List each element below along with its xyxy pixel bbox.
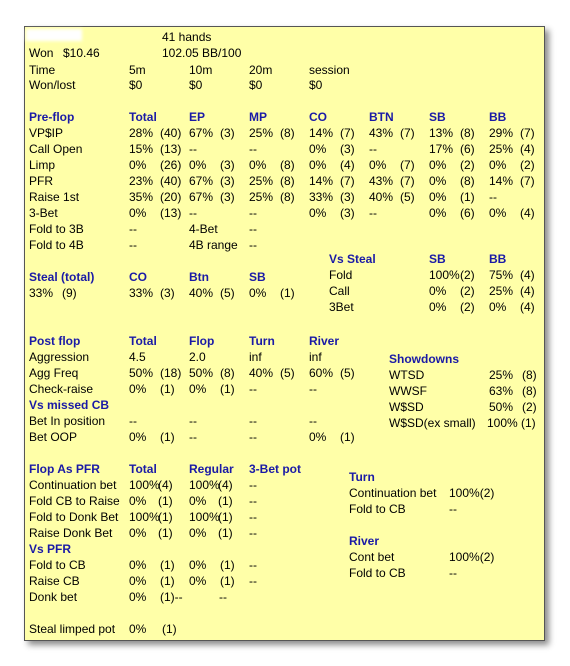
bet-oop-cell-value: -- (249, 430, 257, 444)
preflop-cell-count: (8) (280, 174, 295, 188)
preflop-cell-count: (8) (280, 190, 295, 204)
preflop-row-label: VP$IP (29, 126, 64, 140)
postflop-header-3: River (309, 334, 340, 348)
aggression-value: 2.0 (189, 350, 206, 364)
vs-steal-row-label: 3Bet (329, 300, 354, 314)
preflop-cell-count: (7) (400, 158, 415, 172)
preflop-cell-value: 40% (369, 190, 394, 204)
preflop-cell-value: 13% (429, 126, 454, 140)
aggression-value: inf (249, 350, 262, 364)
preflop-cell-value: -- (249, 142, 257, 156)
check-raise-cell-count: (1) (160, 382, 175, 396)
steal-cell-value: 40% (189, 286, 214, 300)
vs-steal-header-bb: BB (489, 252, 507, 266)
preflop-cell-count: (7) (520, 174, 535, 188)
four-bet-range-value: -- (249, 238, 257, 252)
postflop-title: Post flop (29, 334, 81, 348)
preflop-cell-count: (8) (280, 158, 295, 172)
steal-header-btn: Btn (189, 270, 209, 284)
showdown-count: (1) (521, 416, 536, 430)
agg-freq-cell-count: (5) (340, 366, 355, 380)
player-name-redacted (26, 29, 82, 41)
vs-pfr-cell-value: 0% (129, 558, 147, 572)
preflop-cell-count: (8) (280, 126, 295, 140)
preflop-row-label: Raise 1st (29, 190, 80, 204)
four-bet-value: -- (249, 222, 257, 236)
preflop-cell-value: 25% (249, 174, 274, 188)
turn-row-label: Continuation bet (349, 486, 437, 500)
preflop-row-label: Call Open (29, 142, 83, 156)
preflop-cell-count: (20) (160, 190, 182, 204)
time-col-1: 10m (189, 63, 213, 77)
preflop-cell-count: (7) (400, 174, 415, 188)
vs-pfr-cell-count: (1) (160, 558, 175, 572)
postflop-header-1: Flop (189, 334, 215, 348)
flop-as-pfr-value: -- (249, 526, 257, 540)
showdown-count: (8) (522, 384, 537, 398)
vs-pfr-row-label: Fold to CB (29, 558, 86, 572)
preflop-cell-count: (6) (460, 206, 475, 220)
vs-steal-bb-value: 0% (489, 300, 507, 314)
wonlost-col-1: $0 (189, 78, 203, 92)
preflop-cell-value: 0% (309, 158, 327, 172)
flop-as-pfr-value: -- (249, 510, 257, 524)
vs-steal-row-label: Fold (329, 268, 353, 282)
steal-cell-value: 33% (129, 286, 154, 300)
preflop-cell-count: (8) (460, 174, 475, 188)
agg-freq-cell-value: 50% (189, 366, 214, 380)
steal-cell-count: (1) (280, 286, 295, 300)
preflop-header-1: EP (189, 110, 206, 124)
steal-limped-pot-value: 0% (129, 622, 147, 636)
flop-as-pfr-count: (1) (218, 494, 233, 508)
preflop-cell-value: -- (249, 206, 257, 220)
aggression-value: 4.5 (129, 350, 146, 364)
four-bet-range-label: 4B range (189, 238, 238, 252)
preflop-cell-value: 14% (309, 174, 334, 188)
showdown-label: W$SD (389, 400, 424, 414)
preflop-cell-value: 67% (189, 126, 214, 140)
showdown-label: W$SD(ex small) (389, 416, 476, 430)
river-row-value: 100%(2) (449, 550, 495, 564)
showdown-value: 100% (487, 416, 518, 430)
steal-header-sb: SB (249, 270, 266, 284)
wonlost-col-2: $0 (249, 78, 263, 92)
bet-oop-cell-value: -- (189, 430, 197, 444)
steal-total-value: 33% (29, 286, 54, 300)
turn-title: Turn (349, 470, 375, 484)
preflop-cell-value: 25% (489, 142, 514, 156)
preflop-cell-count: (4) (520, 142, 535, 156)
showdown-count: (8) (522, 368, 537, 382)
won-amount: $10.46 (63, 46, 100, 60)
vs-pfr-cell-value: -- (249, 558, 257, 572)
bet-oop-cell-value: 0% (309, 430, 327, 444)
steal-header-co: CO (129, 270, 147, 284)
time-col-0: 5m (129, 63, 146, 77)
agg-freq-cell-count: (5) (280, 366, 295, 380)
showdown-label: WTSD (389, 368, 425, 382)
vs-missed-cb-title: Vs missed CB (29, 398, 110, 412)
steal-cell-count: (5) (220, 286, 235, 300)
vs-steal-bb-count: (4) (520, 284, 535, 298)
flop-as-pfr-value: 100% (129, 478, 160, 492)
steal-total-count: (9) (62, 286, 77, 300)
flop-as-pfr-header-1: Regular (189, 462, 234, 476)
preflop-cell-count: (3) (220, 190, 235, 204)
vs-steal-sb-value: 0% (429, 284, 447, 298)
donk-bet-label: Donk bet (29, 590, 78, 604)
vs-steal-bb-count: (4) (520, 300, 535, 314)
river-row-label: Fold to CB (349, 566, 406, 580)
flop-as-pfr-row-label: Continuation bet (29, 478, 117, 492)
preflop-cell-value: 23% (129, 174, 154, 188)
vs-steal-row-label: Call (329, 284, 350, 298)
vs-pfr-cell-value: 0% (189, 558, 207, 572)
aggression-label: Aggression (29, 350, 90, 364)
aggression-value: inf (309, 350, 322, 364)
preflop-cell-value: 67% (189, 190, 214, 204)
preflop-row-label: Limp (29, 158, 56, 172)
steal-cell-value: 0% (249, 286, 267, 300)
flop-as-pfr-value: 100% (189, 478, 220, 492)
bet-in-position-label: Bet In position (29, 414, 106, 428)
preflop-cell-value: 0% (249, 158, 267, 172)
flop-as-pfr-value: 0% (189, 494, 207, 508)
preflop-cell-count: (13) (160, 206, 182, 220)
vs-steal-bb-count: (4) (520, 268, 535, 282)
preflop-cell-value: 0% (489, 158, 507, 172)
wonlost-col-3: $0 (309, 78, 323, 92)
vs-steal-sb-count: (2) (460, 300, 475, 314)
vs-steal-sb-count: (2) (460, 284, 475, 298)
flop-as-pfr-value: 0% (129, 526, 147, 540)
preflop-cell-value: 0% (309, 206, 327, 220)
preflop-row-label: 3-Bet (29, 206, 58, 220)
check-raise-cell-value: 0% (189, 382, 207, 396)
preflop-cell-count: (5) (400, 190, 415, 204)
preflop-header-0: Total (129, 110, 157, 124)
preflop-cell-count: (3) (340, 142, 355, 156)
preflop-header-4: BTN (369, 110, 394, 124)
showdowns-title: Showdowns (389, 352, 459, 366)
preflop-cell-value: 33% (309, 190, 334, 204)
flop-as-pfr-header-0: Total (129, 462, 157, 476)
vs-pfr-row-label: Raise CB (29, 574, 80, 588)
preflop-cell-value: 0% (369, 158, 387, 172)
river-row-value: -- (449, 566, 457, 580)
fold-to-4b-label: Fold to 4B (29, 238, 84, 252)
postflop-header-2: Turn (249, 334, 275, 348)
preflop-cell-count: (3) (220, 158, 235, 172)
preflop-title: Pre-flop (29, 110, 75, 124)
showdown-value: 25% (489, 368, 514, 382)
turn-row-label: Fold to CB (349, 502, 406, 516)
preflop-cell-value: 0% (129, 158, 147, 172)
preflop-cell-value: 15% (129, 142, 154, 156)
preflop-cell-count: (7) (520, 126, 535, 140)
vs-pfr-cell-count: (1) (220, 574, 235, 588)
flop-as-pfr-value: 100% (129, 510, 160, 524)
postflop-header-0: Total (129, 334, 157, 348)
preflop-cell-count: (7) (340, 126, 355, 140)
flop-as-pfr-value: 100% (189, 510, 220, 524)
check-raise-cell-value: -- (249, 382, 257, 396)
showdown-count: (2) (522, 400, 537, 414)
steal-cell-count: (3) (160, 286, 175, 300)
preflop-cell-count: (2) (460, 158, 475, 172)
wonlost-label: Won/lost (29, 78, 76, 92)
preflop-cell-value: 43% (369, 174, 394, 188)
time-label: Time (29, 63, 56, 77)
flop-as-pfr-title: Flop As PFR (29, 462, 100, 476)
preflop-cell-count: (6) (460, 142, 475, 156)
preflop-row-label: PFR (29, 174, 53, 188)
fold-to-3b-value: -- (129, 222, 137, 236)
preflop-cell-count: (3) (340, 190, 355, 204)
preflop-cell-count: (7) (400, 126, 415, 140)
bet-in-position-cell-value: -- (249, 414, 257, 428)
player-stats-popup (24, 26, 545, 641)
check-raise-cell-value: -- (309, 382, 317, 396)
vs-steal-bb-value: 25% (489, 284, 514, 298)
flop-as-pfr-value: 0% (129, 494, 147, 508)
preflop-cell-value: -- (189, 142, 197, 156)
hands-count: 41 hands (162, 30, 212, 44)
flop-as-pfr-count: (1) (158, 526, 173, 540)
flop-as-pfr-count: (4) (158, 478, 173, 492)
steal-limped-pot-label: Steal limped pot (29, 622, 116, 636)
river-title: River (349, 534, 380, 548)
preflop-cell-value: 25% (249, 190, 274, 204)
preflop-cell-value: 35% (129, 190, 154, 204)
preflop-cell-value: 0% (309, 142, 327, 156)
flop-as-pfr-value: -- (249, 478, 257, 492)
preflop-cell-count: (40) (160, 126, 182, 140)
donk-bet-regular: -- (219, 590, 227, 604)
agg-freq-cell-value: 40% (249, 366, 274, 380)
showdown-value: 63% (489, 384, 514, 398)
preflop-cell-value: 14% (489, 174, 514, 188)
showdown-value: 50% (489, 400, 514, 414)
preflop-cell-count: (3) (220, 126, 235, 140)
flop-as-pfr-row-label: Raise Donk Bet (29, 526, 113, 540)
donk-bet-count: (1)-- (160, 590, 183, 604)
preflop-cell-value: -- (369, 206, 377, 220)
vs-pfr-title: Vs PFR (29, 542, 72, 556)
fold-to-4b-value: -- (129, 238, 137, 252)
fold-to-3b-label: Fold to 3B (29, 222, 84, 236)
bet-oop-label: Bet OOP (29, 430, 78, 444)
preflop-cell-value: 0% (189, 158, 207, 172)
vs-pfr-cell-count: (1) (220, 558, 235, 572)
vs-steal-sb-value: 0% (429, 300, 447, 314)
preflop-cell-value: 0% (129, 206, 147, 220)
flop-as-pfr-count: (1) (218, 510, 233, 524)
preflop-cell-count: (7) (340, 174, 355, 188)
vs-pfr-cell-value: 0% (129, 574, 147, 588)
vs-steal-header-sb: SB (429, 252, 446, 266)
bet-in-position-cell-value: -- (189, 414, 197, 428)
turn-row-value: 100%(2) (449, 486, 495, 500)
preflop-cell-value: 0% (429, 158, 447, 172)
flop-as-pfr-count: (1) (158, 494, 173, 508)
preflop-cell-value: 0% (429, 174, 447, 188)
preflop-cell-count: (4) (340, 158, 355, 172)
flop-as-pfr-count: (1) (218, 526, 233, 540)
preflop-cell-value: -- (489, 190, 497, 204)
flop-as-pfr-value: 0% (189, 526, 207, 540)
turn-row-value: -- (449, 502, 457, 516)
preflop-cell-count: (26) (160, 158, 182, 172)
preflop-cell-count: (1) (460, 190, 475, 204)
bet-oop-cell-count: (1) (160, 430, 175, 444)
vs-steal-title: Vs Steal (329, 252, 376, 266)
agg-freq-cell-value: 50% (129, 366, 154, 380)
preflop-cell-value: 67% (189, 174, 214, 188)
check-raise-cell-count: (1) (220, 382, 235, 396)
preflop-cell-value: 0% (429, 206, 447, 220)
flop-as-pfr-count: (4) (218, 478, 233, 492)
showdown-label: WWSF (389, 384, 427, 398)
bet-oop-cell-value: 0% (129, 430, 147, 444)
preflop-cell-value: 0% (429, 190, 447, 204)
flop-as-pfr-row-label: Fold to Donk Bet (29, 510, 119, 524)
four-bet-label: 4-Bet (189, 222, 218, 236)
preflop-cell-value: -- (189, 206, 197, 220)
preflop-cell-count: (8) (460, 126, 475, 140)
preflop-cell-value: 0% (489, 206, 507, 220)
vs-pfr-cell-count: (1) (160, 574, 175, 588)
vs-pfr-cell-value: 0% (189, 574, 207, 588)
preflop-header-3: CO (309, 110, 327, 124)
check-raise-cell-value: 0% (129, 382, 147, 396)
preflop-cell-value: 14% (309, 126, 334, 140)
preflop-cell-value: 25% (249, 126, 274, 140)
check-raise-label: Check-raise (29, 382, 94, 396)
preflop-cell-count: (4) (520, 206, 535, 220)
preflop-header-6: BB (489, 110, 507, 124)
flop-as-pfr-count: (1) (158, 510, 173, 524)
preflop-cell-value: -- (369, 142, 377, 156)
vs-steal-sb-count: (2) (460, 268, 475, 282)
preflop-cell-value: 43% (369, 126, 394, 140)
vs-steal-bb-value: 75% (489, 268, 514, 282)
flop-as-pfr-row-label: Fold CB to Raise (29, 494, 120, 508)
agg-freq-cell-count: (8) (220, 366, 235, 380)
flop-as-pfr-value: -- (249, 494, 257, 508)
steal-limped-pot-count: (1) (162, 622, 177, 636)
bb-per-100: 102.05 BB/100 (162, 46, 242, 60)
agg-freq-label: Agg Freq (29, 366, 79, 380)
steal-title: Steal (total) (29, 270, 95, 284)
vs-steal-sb-value: 100% (429, 268, 460, 282)
flop-as-pfr-header-2: 3-Bet pot (249, 462, 301, 476)
time-col-2: 20m (249, 63, 273, 77)
won-label: Won (29, 46, 54, 60)
preflop-cell-count: (3) (340, 206, 355, 220)
preflop-header-2: MP (249, 110, 267, 124)
river-row-label: Cont bet (349, 550, 395, 564)
preflop-cell-count: (13) (160, 142, 182, 156)
agg-freq-cell-count: (18) (160, 366, 182, 380)
agg-freq-cell-value: 60% (309, 366, 334, 380)
wonlost-col-0: $0 (129, 78, 143, 92)
preflop-cell-count: (3) (220, 174, 235, 188)
preflop-cell-count: (2) (520, 158, 535, 172)
vs-pfr-cell-value: -- (249, 574, 257, 588)
bet-in-position-cell-value: -- (129, 414, 137, 428)
donk-bet-value: 0% (129, 590, 147, 604)
preflop-cell-value: 28% (129, 126, 154, 140)
bet-oop-cell-count: (1) (340, 430, 355, 444)
preflop-cell-value: 29% (489, 126, 514, 140)
time-col-3: session (309, 63, 350, 77)
preflop-header-5: SB (429, 110, 446, 124)
preflop-cell-value: 17% (429, 142, 454, 156)
preflop-cell-count: (40) (160, 174, 182, 188)
bet-in-position-cell-value: -- (309, 414, 317, 428)
